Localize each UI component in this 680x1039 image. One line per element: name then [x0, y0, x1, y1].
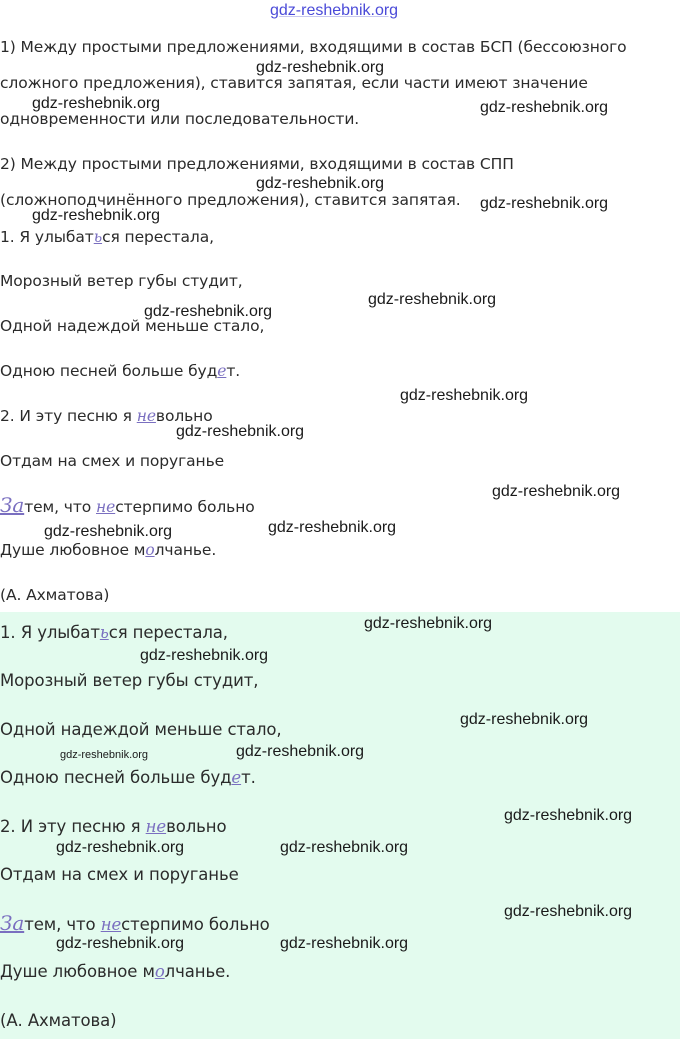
- watermark: gdz-reshebnik.org: [460, 711, 589, 728]
- watermark: gdz-reshebnik.org: [368, 291, 497, 308]
- watermark: gdz-reshebnik.org: [492, 483, 621, 500]
- answer-line-3: Одной надеждой меньше стало,: [0, 720, 282, 739]
- rule-1-line-2: сложного предложения), ставится запятая, если части имеют значение: [0, 74, 588, 92]
- watermark: gdz-reshebnik.org: [56, 935, 185, 952]
- rule-1-line-3: одновременности или последовательности.: [0, 110, 360, 128]
- poem-line-4: Одною песней больше будет.: [0, 362, 241, 380]
- answer-line-5: 2. И эту песню я невольно: [0, 817, 227, 836]
- watermark: gdz-reshebnik.org: [32, 207, 161, 224]
- watermark: gdz-reshebnik.org: [280, 935, 409, 952]
- watermark: gdz-reshebnik.org: [268, 519, 397, 536]
- answer-author: (А. Ахматова): [0, 1011, 117, 1030]
- watermark: gdz-reshebnik.org: [144, 303, 273, 320]
- answer-line-6: Отдам на смех и поруганье: [0, 865, 239, 884]
- poem-line-8: Душе любовное молчанье.: [0, 541, 217, 559]
- watermark: gdz-reshebnik.org: [256, 59, 385, 76]
- watermark: gdz-reshebnik.org: [140, 647, 269, 664]
- rule-1-line-1: 1) Между простыми предложениями, входящими в состав БСП (бессоюзного: [0, 38, 627, 56]
- poem-line-5: 2. И эту песню я невольно: [0, 407, 213, 425]
- watermark: gdz-reshebnik.org: [256, 175, 385, 192]
- watermark: gdz-reshebnik.org: [236, 743, 365, 760]
- answer-line-7: Затем, что нестерпимо больно: [0, 911, 270, 935]
- poem-line-2: Морозный ветер губы студит,: [0, 272, 243, 290]
- answer-line-2: Морозный ветер губы студит,: [0, 671, 259, 690]
- watermark: gdz-reshebnik.org: [60, 749, 149, 761]
- poem-line-7: Затем, что нестерпимо больно: [0, 493, 255, 517]
- watermark: gdz-reshebnik.org: [280, 839, 409, 856]
- watermark: gdz-reshebnik.org: [480, 99, 609, 116]
- answer-line-4: Одною песней больше будет.: [0, 768, 256, 787]
- watermark: gdz-reshebnik.org: [480, 195, 609, 212]
- watermark: gdz-reshebnik.org: [504, 807, 633, 824]
- answer-line-1: 1. Я улыбаться перестала,: [0, 623, 228, 642]
- poem-line-6: Отдам на смех и поруганье: [0, 452, 225, 470]
- watermark: gdz-reshebnik.org: [44, 523, 173, 540]
- poem-line-1: 1. Я улыбаться перестала,: [0, 228, 214, 246]
- answer-line-8: Душе любовное молчанье.: [0, 962, 231, 981]
- site-header-link[interactable]: gdz-reshebnik.org: [270, 2, 399, 19]
- rule-2-line-2: (сложноподчинённого предложения), ставится запятая.: [0, 191, 461, 209]
- watermark: gdz-reshebnik.org: [56, 839, 185, 856]
- watermark: gdz-reshebnik.org: [32, 95, 161, 112]
- poem-line-3: Одной надеждой меньше стало,: [0, 317, 265, 335]
- rule-2-line-1: 2) Между простыми предложениями, входящими в состав СПП: [0, 155, 514, 173]
- poem-author: (А. Ахматова): [0, 586, 110, 604]
- watermark: gdz-reshebnik.org: [504, 903, 633, 920]
- watermark: gdz-reshebnik.org: [400, 387, 529, 404]
- watermark: gdz-reshebnik.org: [364, 615, 493, 632]
- watermark: gdz-reshebnik.org: [176, 423, 305, 440]
